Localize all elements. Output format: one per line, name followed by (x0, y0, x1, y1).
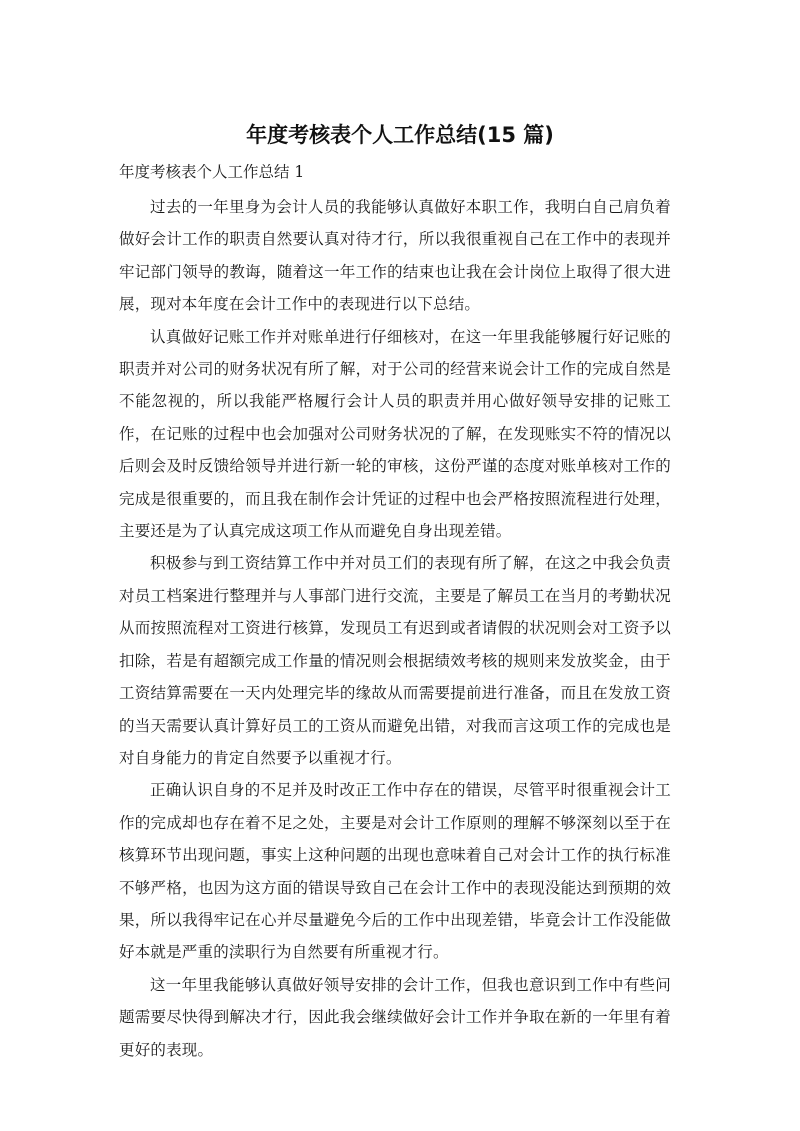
paragraph-5: 这一年里我能够认真做好领导安排的会计工作，但我也意识到工作中有些问题需要尽快得到解决才行，因此我会继续做好会计工作并争取在新的一年里有着更好的表现。 (119, 975, 671, 1059)
paragraph-2: 认真做好记账工作并对账单进行仔细核对，在这一年里我能够履行好记账的职责并对公司的财务状况有所了解，对于公司的经营来说会计工作的完成自然是不能忽视的，所以我能严格履行会计人员的职责并用心做好领导安排的记账工作，在记账的过程中也会加强对公司财务状况的了解，在发现账实不符的情况以后则会及时反馈给领导并进行新一轮的审核，这份严谨的态度对账单核对工作的完成是很重要的，而且我在制作会计凭证的过程中也会严格按照流程进行处理，主要还是为了认真完成这项工作从而避免自身出现差错。 (119, 327, 671, 541)
paragraph-1: 过去的一年里身为会计人员的我能够认真做好本职工作，我明白自己肩负着做好会计工作的职责自然要认真对待才行，所以我很重视自己在工作中的表现并牢记部门领导的教诲，随着这一年工作的结束也让我在会计岗位上取得了很大进展，现对本年度在会计工作中的表现进行以下总结。 (119, 198, 671, 314)
section-heading: 年度考核表个人工作总结 1 (119, 163, 305, 181)
body-text (119, 191, 671, 1066)
document-title: 年度考核表个人工作总结(15 篇) (246, 123, 554, 147)
paragraph-3: 积极参与到工资结算工作中并对员工们的表现有所了解，在这之中我会负责对员工档案进行整理并与人事部门进行交流，主要是了解员工在当月的考勤状况从而按照流程对工资进行核算，发现员工有迟到或者请假的状况则会对工资予以扣除，若是有超额完成工作量的情况则会根据绩效考核的规则来发放奖金，由于工资结算需要在一天内处理完毕的缘故从而需要提前进行准备，而且在发放工资的当天需要认真计算好员工的工资从而避免出错，对我而言这项工作的完成也是对自身能力的肯定自然要予以重视才行。 (119, 554, 671, 767)
paragraph-4: 正确认识自身的不足并及时改正工作中存在的错误，尽管平时很重视会计工作的完成却也存在着不足之处，主要是对会计工作原则的理解不够深刻以至于在核算环节出现问题，事实上这种问题的出现也意味着自己对会计工作的执行标准不够严格，也因为这方面的错误导致自己在会计工作中的表现没能达到预期的效果，所以我得牢记在心并尽量避免今后的工作中出现差错，毕竟会计工作没能做好本就是严重的渎职行为自然要有所重视才行。 (119, 781, 671, 962)
